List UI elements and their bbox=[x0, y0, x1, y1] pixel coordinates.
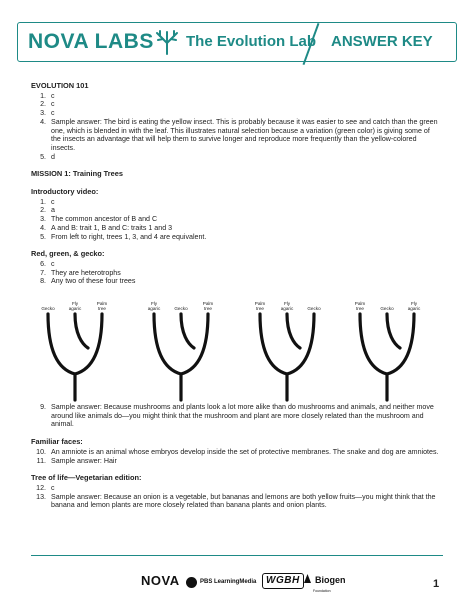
list-item: 3. c bbox=[40, 109, 55, 118]
biogen-logo: Biogen Foundation bbox=[303, 573, 346, 587]
list-item: 1. c bbox=[40, 91, 55, 100]
tree-label: agaric bbox=[280, 306, 294, 311]
answer-key-title: ANSWER KEY bbox=[331, 33, 433, 50]
biogen-icon bbox=[303, 573, 312, 584]
tree-branch bbox=[75, 314, 102, 374]
tree-diagrams bbox=[34, 302, 434, 402]
tree-diagram-1 bbox=[40, 302, 110, 402]
section-title-intro-video: Introductory video: bbox=[31, 187, 99, 197]
tree-label: agaric bbox=[68, 306, 82, 311]
tree-label: Palm bbox=[96, 301, 108, 306]
list-item: 4. Sample answer: The bird is eating the yellow insect. This is probably because it was easier to see and catch than the green one, which is blended in with the leaf. This illustrates natural selection because a variation (green color) is giving some of the insects an advantage that will help them to survive longer and reproduce more frequently than the yellow-colored insects. bbox=[40, 117, 438, 152]
tree-label: tree bbox=[356, 306, 364, 311]
tree-label: tree bbox=[204, 306, 212, 311]
tree-diagram-3 bbox=[252, 302, 322, 402]
tree-branch bbox=[181, 314, 208, 374]
tree-label: Gecko bbox=[41, 306, 55, 311]
list-item: 8. Any two of these four trees bbox=[40, 277, 136, 286]
wgbh-logo: WGBH bbox=[262, 573, 304, 589]
nova-logo: NOVA bbox=[141, 573, 180, 588]
tree-diagram-4 bbox=[352, 302, 422, 402]
tree-branch bbox=[387, 314, 400, 348]
tree-branch bbox=[75, 314, 88, 348]
list-item: 1. c bbox=[40, 197, 55, 206]
section-title-familiar-faces: Familiar faces: bbox=[31, 437, 83, 447]
section-title-mission-1: MISSION 1: Training Trees bbox=[31, 169, 123, 179]
list-item: 11. Sample answer: Hair bbox=[36, 456, 117, 465]
tree-branch bbox=[181, 314, 194, 348]
lab-title: The Evolution Lab bbox=[186, 33, 316, 50]
tree-branch bbox=[387, 314, 414, 374]
tree-label: tree bbox=[98, 306, 106, 311]
tree-label: Gecko bbox=[307, 306, 321, 311]
list-item: 7. They are heterotrophs bbox=[40, 268, 121, 277]
list-item: 2. a bbox=[40, 206, 55, 215]
list-item: 5. From left to right, trees 1, 3, and 4 are equivalent. bbox=[40, 232, 207, 241]
list-item: 12. c bbox=[36, 483, 55, 492]
page-number: 1 bbox=[433, 578, 440, 590]
list-item: 4. A and B: trait 1, B and C: traits 1 and 3 bbox=[40, 223, 173, 232]
section-title-tree-of-life: Tree of life—Vegetarian edition: bbox=[31, 473, 142, 483]
list-item: 9. Sample answer: Because mushrooms and plants look a lot more alike than do mushrooms and animals, and neither move around like animals do—you might think that the mushroom and plant are more closely related than the mushroom and animal. bbox=[40, 403, 434, 429]
tree-label: tree bbox=[256, 306, 264, 311]
list-item: 2. c bbox=[40, 100, 55, 109]
tree-of-life-list bbox=[31, 484, 441, 510]
tree-branch bbox=[287, 314, 300, 348]
tree-label: agaric bbox=[147, 306, 161, 311]
tree-label: Gecko bbox=[380, 306, 394, 311]
list-item: 5. d bbox=[40, 152, 55, 161]
tree-label: Gecko bbox=[174, 306, 188, 311]
list-item: 3. The common ancestor of B and C bbox=[40, 215, 158, 224]
tree-label: Palm bbox=[254, 301, 266, 306]
tree-branch bbox=[154, 314, 181, 374]
nova-labs-logo: NOVA LABS bbox=[28, 30, 154, 53]
answer-content bbox=[31, 82, 441, 510]
familiar-faces-list bbox=[31, 448, 441, 465]
red-green-gecko-list bbox=[31, 260, 441, 286]
intro-video-list bbox=[31, 198, 441, 242]
tree-branch bbox=[287, 314, 314, 374]
tree-label: Palm bbox=[202, 301, 214, 306]
tree-label: Fly bbox=[150, 301, 158, 306]
tree-label: Fly bbox=[71, 301, 79, 306]
list-item: 10. An amniote is an animal whose embryos develop inside the set of protective membranes. The snake and dog are amniotes. bbox=[36, 447, 439, 456]
header-banner bbox=[17, 22, 457, 62]
tree-label: agaric bbox=[407, 306, 421, 311]
evolution-101-list bbox=[31, 92, 441, 162]
tree-label: Fly bbox=[410, 301, 418, 306]
section-title-red-green-gecko: Red, green, & gecko: bbox=[31, 249, 105, 259]
footer-divider bbox=[31, 555, 443, 556]
tree-icon bbox=[154, 29, 180, 55]
section-title-evolution-101: EVOLUTION 101 bbox=[31, 81, 89, 90]
tree-branch bbox=[360, 314, 387, 374]
tree-label: Palm bbox=[354, 301, 366, 306]
tree-branch bbox=[260, 314, 287, 374]
tree-branch bbox=[48, 314, 75, 374]
list-item: 13. Sample answer: Because an onion is a vegetable, but bananas and lemons are both yellow fruits—you might think that the banana and lemon plants are more closely related than banana plants and onion plants. bbox=[36, 492, 436, 510]
pbs-icon bbox=[186, 577, 197, 588]
tree-label: Fly bbox=[283, 301, 291, 306]
pbs-learningmedia-logo: PBS LearningMedia bbox=[186, 575, 256, 589]
tree-diagram-2 bbox=[146, 302, 216, 402]
footer-logos bbox=[0, 570, 474, 593]
list-item: 6. c bbox=[40, 259, 55, 268]
